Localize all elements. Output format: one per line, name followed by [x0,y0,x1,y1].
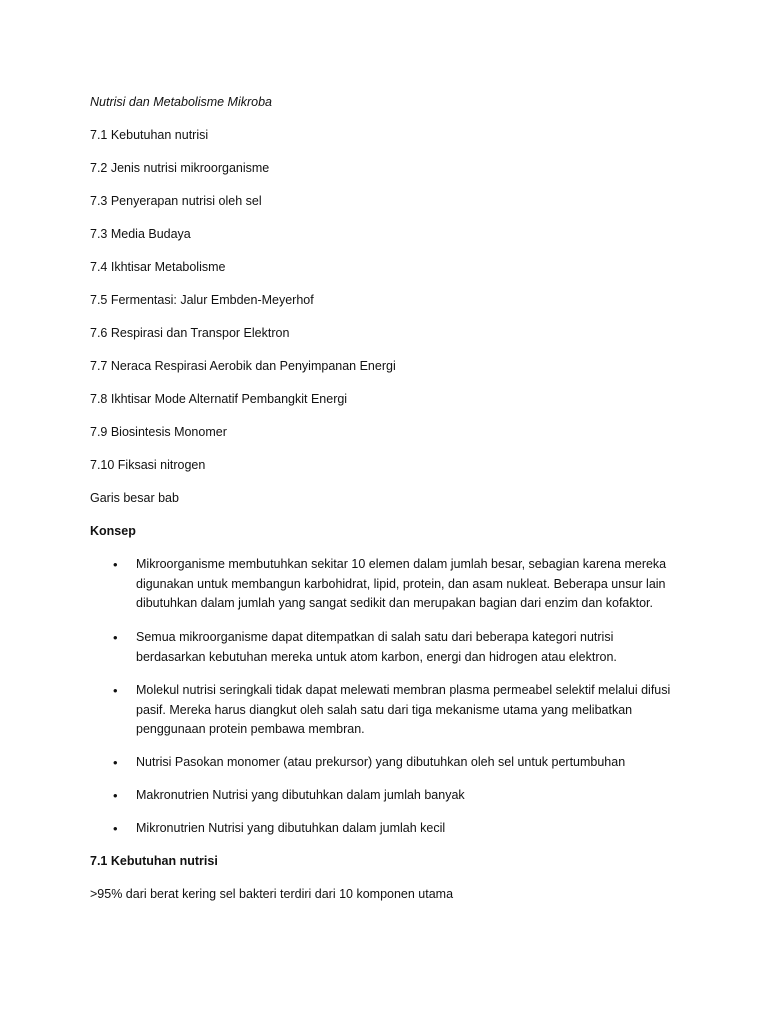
bullet-icon: • [113,755,118,770]
bullet-text: Makronutrien Nutrisi yang dibutuhkan dalam jumlah banyak [136,788,465,802]
toc-item: 7.4 Ikhtisar Metabolisme [90,260,226,274]
toc-item: 7.3 Penyerapan nutrisi oleh sel [90,194,262,208]
bullet-icon: • [113,821,118,836]
toc-item: 7.9 Biosintesis Monomer [90,425,227,439]
toc-item: 7.2 Jenis nutrisi mikroorganisme [90,161,270,175]
toc-item: 7.5 Fermentasi: Jalur Embden-Meyerhof [90,293,314,307]
bullet-text: Mikronutrien Nutrisi yang dibutuhkan dalam jumlah kecil [136,821,446,835]
toc-item: 7.10 Fiksasi nitrogen [90,458,206,472]
bullet-text: Molekul nutrisi seringkali tidak dapat melewati membran plasma permeabel selektif melalui difusi pasif. Mereka harus diangkut oleh salah satu dari tiga mekanisme utama yang melibatkan penggunaan protein pembawa membran. [136,683,671,736]
toc-item: 7.3 Media Budaya [90,227,191,241]
bullet-icon: • [113,683,118,698]
toc-item: 7.8 Ikhtisar Mode Alternatif Pembangkit Energi [90,392,348,406]
bullet-icon: • [113,788,118,803]
concept-heading: Konsep [90,524,136,538]
document-title: Nutrisi dan Metabolisme Mikroba [90,95,273,109]
toc-item: 7.7 Neraca Respirasi Aerobik dan Penyimpanan Energi [90,359,396,373]
bullet-icon: • [113,630,118,645]
bullet-text: Nutrisi Pasokan monomer (atau prekursor) yang dibutuhkan oleh sel untuk pertumbuhan [136,755,626,769]
bullet-text: Mikroorganisme membutuhkan sekitar 10 elemen dalam jumlah besar, sebagian karena mereka digunakan untuk membangun karbohidrat, lipid, protein, dan asam nukleat. Beberapa unsur lain dibutuhkan dalam jumlah yang sangat sedikit dan merupakan bagian dari enzim dan kofaktor. [136,557,667,610]
toc-item: 7.6 Respirasi dan Transpor Elektron [90,326,290,340]
section-text: >95% dari berat kering sel bakteri terdiri dari 10 komponen utama [90,887,454,901]
toc-item: 7.1 Kebutuhan nutrisi [90,128,209,142]
bullet-text: Semua mikroorganisme dapat ditempatkan di salah satu dari beberapa kategori nutrisi berdasarkan kebutuhan mereka untuk atom karbon, energi dan hidrogen atau elektron. [136,630,617,664]
bullet-icon: • [113,557,118,572]
outline-label: Garis besar bab [90,491,179,505]
section-heading: 7.1 Kebutuhan nutrisi [90,854,218,868]
